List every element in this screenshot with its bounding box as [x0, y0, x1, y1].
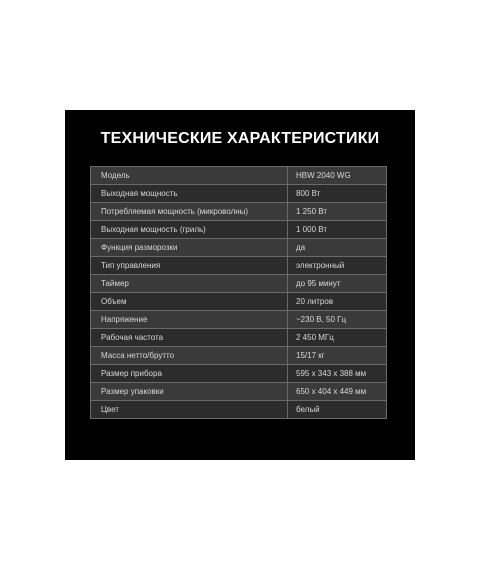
spec-label: Рабочая частота — [91, 329, 288, 347]
spec-value: белый — [288, 401, 387, 419]
table-row — [91, 401, 387, 419]
page-title: ТЕХНИЧЕСКИЕ ХАРАКТЕРИСТИКИ — [100, 130, 380, 147]
spec-value: 20 литров — [288, 293, 387, 311]
spec-value: до 95 минут — [288, 275, 387, 293]
spec-label: Размер упаковки — [91, 383, 288, 401]
spec-label: Масса нетто/брутто — [91, 347, 288, 365]
spec-value: HBW 2040 WG — [288, 167, 387, 185]
table-row — [91, 239, 387, 257]
spec-label: Напряжение — [91, 311, 288, 329]
spec-value: 595 x 343 x 388 мм — [288, 365, 387, 383]
spec-label: Цвет — [91, 401, 288, 419]
spec-value: электронный — [288, 257, 387, 275]
spec-label: Модель — [91, 167, 288, 185]
table-row — [91, 221, 387, 239]
spec-label: Таймер — [91, 275, 288, 293]
spec-label: Выходная мощность — [91, 185, 288, 203]
spec-value: 1 250 Вт — [288, 203, 387, 221]
spec-value: 2 450 МГц — [288, 329, 387, 347]
spec-panel — [65, 110, 415, 460]
table-row — [91, 275, 387, 293]
spec-value: ~230 В, 50 Гц — [288, 311, 387, 329]
spec-label: Объем — [91, 293, 288, 311]
spec-label: Тип управления — [91, 257, 288, 275]
table-row — [91, 203, 387, 221]
spec-label: Потребляемая мощность (микроволны) — [91, 203, 288, 221]
spec-label: Функция разморозки — [91, 239, 288, 257]
table-row — [91, 383, 387, 401]
table-row — [91, 311, 387, 329]
spec-value: да — [288, 239, 387, 257]
spec-value: 1 000 Вт — [288, 221, 387, 239]
table-row — [91, 293, 387, 311]
spec-value: 15/17 кг — [288, 347, 387, 365]
spec-value: 800 Вт — [288, 185, 387, 203]
table-row — [91, 257, 387, 275]
table-row — [91, 365, 387, 383]
table-row — [91, 329, 387, 347]
spec-label: Выходная мощность (гриль) — [91, 221, 288, 239]
table-row — [91, 347, 387, 365]
table-row — [91, 185, 387, 203]
spec-label: Размер прибора — [91, 365, 288, 383]
spec-value: 650 x 404 x 449 мм — [288, 383, 387, 401]
spec-table — [90, 166, 387, 419]
table-row — [91, 167, 387, 185]
